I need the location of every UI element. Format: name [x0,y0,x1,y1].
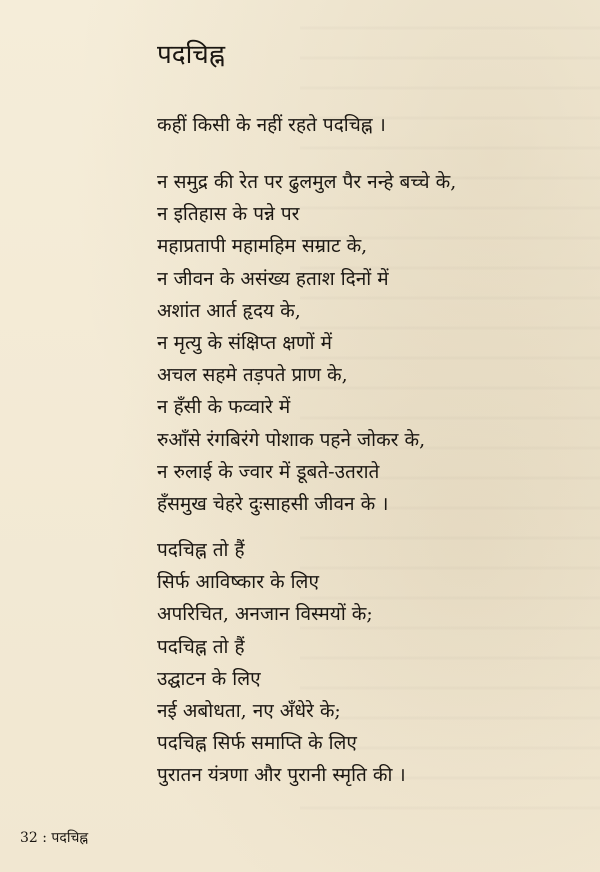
poem-line: न जीवन के असंख्य हताश दिनों में [157,267,389,290]
poem-line: महाप्रतापी महामहिम सम्राट के, [157,235,368,258]
poem-line: कहीं किसी के नहीं रहते पदचिह्न । [157,114,386,136]
poem-line: रुआँसे रंगबिरंगे पोशाक पहने जोकर के, [157,428,426,451]
poem-line: न इतिहास के पन्ने पर [157,203,300,226]
poem-line: पदचिह्न तो हैं [157,539,245,561]
poem-line: नई अबोधता, नए अँधेरे के; [157,700,341,723]
poem-line: पुरातन यंत्रणा और पुरानी स्मृति की । [157,764,406,787]
poem-line: सिर्फ आविष्कार के लिए [157,571,319,594]
poem-line: न हँसी के फव्वारे में [157,396,291,419]
stanza-2 [157,166,456,520]
poem-line: न मृत्यु के संक्षिप्त क्षणों में [157,332,332,355]
poem-line: न रुलाई के ज्वार में डूबते-उतराते [157,460,380,483]
poem-title: पदचिह्न [157,40,225,70]
poem-line: अचल सहमे तड़पते प्राण के, [157,364,348,387]
stanza-1 [157,109,386,141]
stanza-3 [157,534,406,792]
page-footer: 32 : पदचिह्न [20,830,89,846]
poem-line: हँसमुख चेहरे दुःसाहसी जीवन के । [157,493,389,516]
poem-line: पदचिह्न तो हैं [157,635,245,658]
poem-line: उद्घाटन के लिए [157,667,261,690]
poem-line: पदचिह्न सिर्फ समाप्ति के लिए [157,732,357,755]
poem-line: अशांत आर्त हृदय के, [157,299,301,322]
poem-line: न समुद्र की रेत पर ढुलमुल पैर नन्हे बच्चे के, [157,171,457,193]
poem-line: अपरिचित, अनजान विस्मयों के; [157,603,373,626]
